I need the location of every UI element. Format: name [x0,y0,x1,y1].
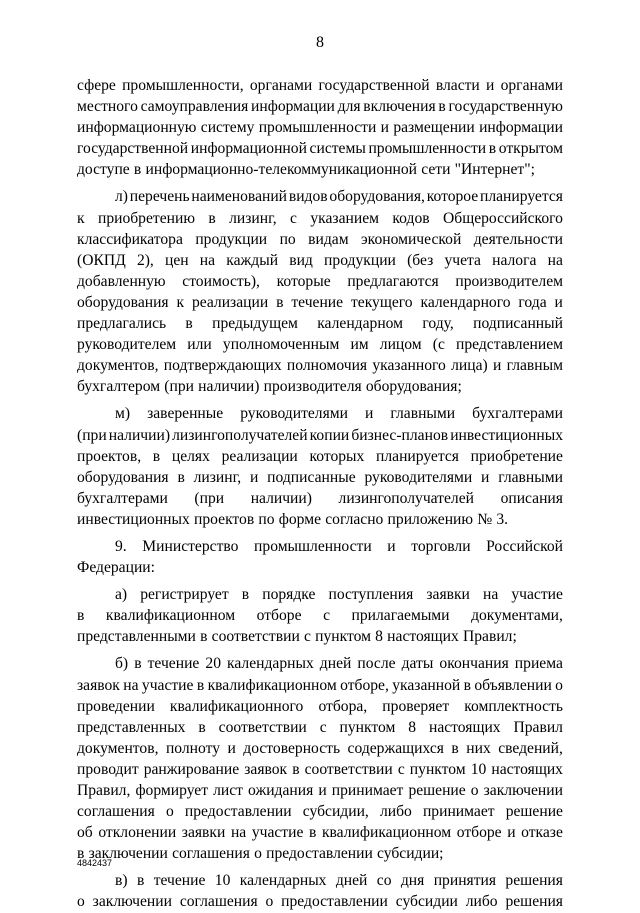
text-line: классификатора продукции по видам экономической деятельности [77,230,563,248]
text-line: добавленную стоимость), которые предлагаются производителем [77,272,563,290]
text-line: представленными в соответствии с пунктом 8 настоящих Правил; [77,628,517,646]
text-line: оборудования в лизинг, и подписанные руководителями и главными [77,468,563,486]
paragraph [77,653,563,864]
text-line: документов, полноту и достоверность содержащихся в них сведений, [77,739,563,757]
text-line: оборудования к реализации в течение текущего календарного года и [77,293,563,311]
text-line: проектов, в целях реализации которых планируется приобретение [77,447,563,465]
paragraph [77,186,563,397]
text-line: м) заверенные руководителями и главными бухгалтерами [115,405,563,423]
text-line: 9. Министерство промышленности и торговли Российской [115,537,563,555]
text-line: об отклонении заявки на участие в квалификационном отборе и отказе [77,824,563,842]
text-line: Федерации: [77,559,155,577]
text-line: инвестиционных проектов по форме согласно приложению № 3. [77,510,509,528]
document-body [77,75,563,913]
paragraph [77,584,563,647]
text-line: б) в течение 20 календарных дней после даты окончания приема [115,655,563,673]
text-line: л) перечень наименований видов оборудования, которое планируется [115,188,563,206]
paragraph [77,870,563,912]
text-line: предлагались в предыдущем календарном году, подписанный [77,315,563,333]
text-line: бухгалтерами (при наличии) лизингополучателей описания [77,489,563,507]
text-line: руководителем или уполномоченным им лицом (с представлением [77,336,563,354]
text-line: сфере промышленности, органами государственной власти и органами [77,77,563,94]
text-line: документов, подтверждающих полномочия указанного лица) и главным [77,357,563,375]
text-line: в квалификационном отборе с прилагаемыми документами, [77,607,563,625]
text-line: в заключении соглашения о предоставлении субсидии; [77,845,444,863]
text-line: Правил, формирует лист ожидания и принимает решение о заключении [77,782,563,799]
text-line: проведении квалификационного отбора, проверяет комплектность [77,697,563,715]
paragraph [77,403,563,530]
text-line: к приобретению в лизинг, с указанием кодов Общероссийского [77,209,563,227]
text-line: государственной информационной системы промышленности в открытом [77,140,563,158]
text-line: доступе в информационно-телекоммуникационной сети "Интернет"; [77,161,535,179]
text-line: информационную систему промышленности и размещении информации [77,119,563,137]
paragraph [77,75,563,180]
document-id: 4842437 [77,858,113,868]
text-line: (при наличии) лизингополучателей копии бизнес-планов инвестиционных [77,426,563,444]
text-line: а) регистрирует в порядке поступления заявки на участие [115,586,563,604]
text-line: (ОКПД 2), цен на каждый вид продукции (без учета налога на [77,251,563,269]
paragraph [77,536,563,578]
text-line: заявок на участие в квалификационном отборе, указанной в объявлении о [77,676,563,694]
text-line: представленных в соответствии с пунктом 8 настоящих Правил [77,718,563,736]
text-line: соглашения о предоставлении субсидии, либо принимает решение [77,803,563,821]
text-line: в) в течение 10 календарных дней со дня принятия решения [115,872,563,890]
page-number: 8 [316,34,324,51]
text-line: бухгалтером (при наличии) производителя оборудования; [77,378,462,396]
text-line: местного самоуправления информации для включения в государственную [77,98,563,116]
text-line: проводит ранжирование заявок в соответствии с пунктом 10 настоящих [77,760,563,778]
text-line: о заключении соглашения о предоставлении субсидии либо решения [77,893,563,911]
